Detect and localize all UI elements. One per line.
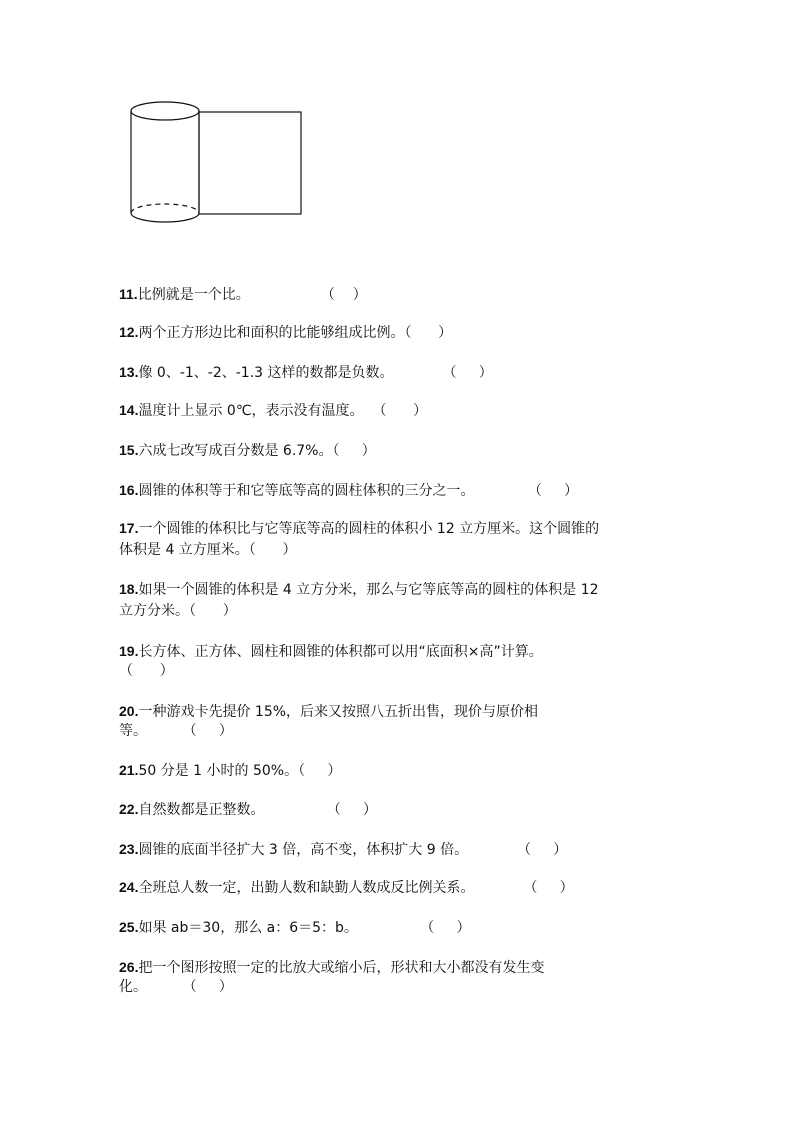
question-number: 12. [119, 324, 139, 340]
question-11 [119, 283, 367, 306]
question-number: 21. [119, 762, 139, 778]
cylinder-bottom-front [131, 213, 199, 222]
question-text: 等。 （ ） [119, 723, 233, 739]
question-text: 把一个图形按照一定的比放大或缩小后，形状和大小都没有发生变 [138, 960, 545, 976]
question-14 [119, 399, 427, 422]
question-18-line-2 [119, 600, 237, 622]
question-25 [119, 916, 470, 939]
question-text: 体积是 4 立方厘米。（ ） [119, 542, 297, 558]
question-17-line-2 [119, 539, 297, 561]
question-number: 19. [119, 643, 139, 659]
question-23 [119, 838, 567, 861]
question-text: 比例就是一个比。 （ ） [137, 287, 367, 303]
question-text: 圆锥的底面半径扩大 3 倍，高不变，体积扩大 9 倍。 （ ） [138, 842, 568, 858]
question-number: 22. [119, 801, 139, 817]
question-12 [119, 321, 452, 344]
question-number: 26. [119, 959, 139, 975]
question-text: 立方分米。（ ） [119, 603, 237, 619]
question-number: 11. [119, 286, 138, 302]
question-text: 像 0、-1、-2、-1.3 这样的数都是负数。 （ ） [138, 365, 493, 381]
question-text: 全班总人数一定，出勤人数和缺勤人数成反比例关系。 （ ） [138, 880, 574, 896]
question-text: 如果一个圆锥的体积是 4 立方分米，那么与它等底等高的圆柱的体积是 12 [138, 582, 599, 598]
question-number: 23. [119, 841, 139, 857]
question-text: 化。 （ ） [119, 979, 233, 995]
question-text: 温度计上显示 0℃，表示没有温度。 （ ） [138, 403, 428, 419]
cylinder-bottom-back [131, 204, 199, 213]
question-number: 25. [119, 919, 139, 935]
rectangle [199, 112, 301, 214]
question-20-line-2 [119, 720, 233, 742]
question-15 [119, 439, 376, 462]
question-number: 20. [119, 703, 139, 719]
question-text: 六成七改写成百分数是 6.7%。（ ） [138, 443, 376, 459]
cylinder-and-rectangle-figure [124, 98, 309, 228]
question-number: 13. [119, 364, 139, 380]
question-21 [119, 759, 341, 782]
question-19 [119, 640, 543, 663]
question-26-line-2 [119, 976, 233, 998]
question-number: 24. [119, 879, 139, 895]
question-text: 两个正方形边比和面积的比能够组成比例。（ ） [138, 325, 453, 341]
question-text: 50 分是 1 小时的 50%。（ ） [138, 763, 342, 779]
question-number: 14. [119, 402, 139, 418]
question-24 [119, 876, 574, 899]
question-text: （ ） [119, 663, 174, 679]
question-number: 15. [119, 442, 139, 458]
question-text: 一个圆锥的体积比与它等底等高的圆柱的体积小 12 立方厘米。这个圆锥的 [138, 521, 600, 537]
question-text: 一种游戏卡先提价 15%，后来又按照八五折出售，现价与原价相 [138, 704, 539, 720]
question-number: 17. [119, 520, 139, 536]
question-text: 长方体、正方体、圆柱和圆锥的体积都可以用“底面积×高”计算。 [138, 644, 543, 660]
question-18 [119, 578, 599, 601]
question-text: 自然数都是正整数。 （ ） [138, 802, 378, 818]
question-text: 如果 ab＝30，那么 a：6＝5：b。 （ ） [138, 920, 471, 936]
question-22 [119, 798, 377, 821]
cylinder-top-ellipse [131, 102, 199, 120]
question-number: 16. [119, 482, 139, 498]
question-19-line-2 [119, 660, 174, 682]
question-13 [119, 361, 493, 384]
question-16 [119, 479, 578, 502]
question-number: 18. [119, 581, 139, 597]
question-text: 圆锥的体积等于和它等底等高的圆柱体积的三分之一。 （ ） [138, 483, 579, 499]
question-17 [119, 517, 599, 540]
